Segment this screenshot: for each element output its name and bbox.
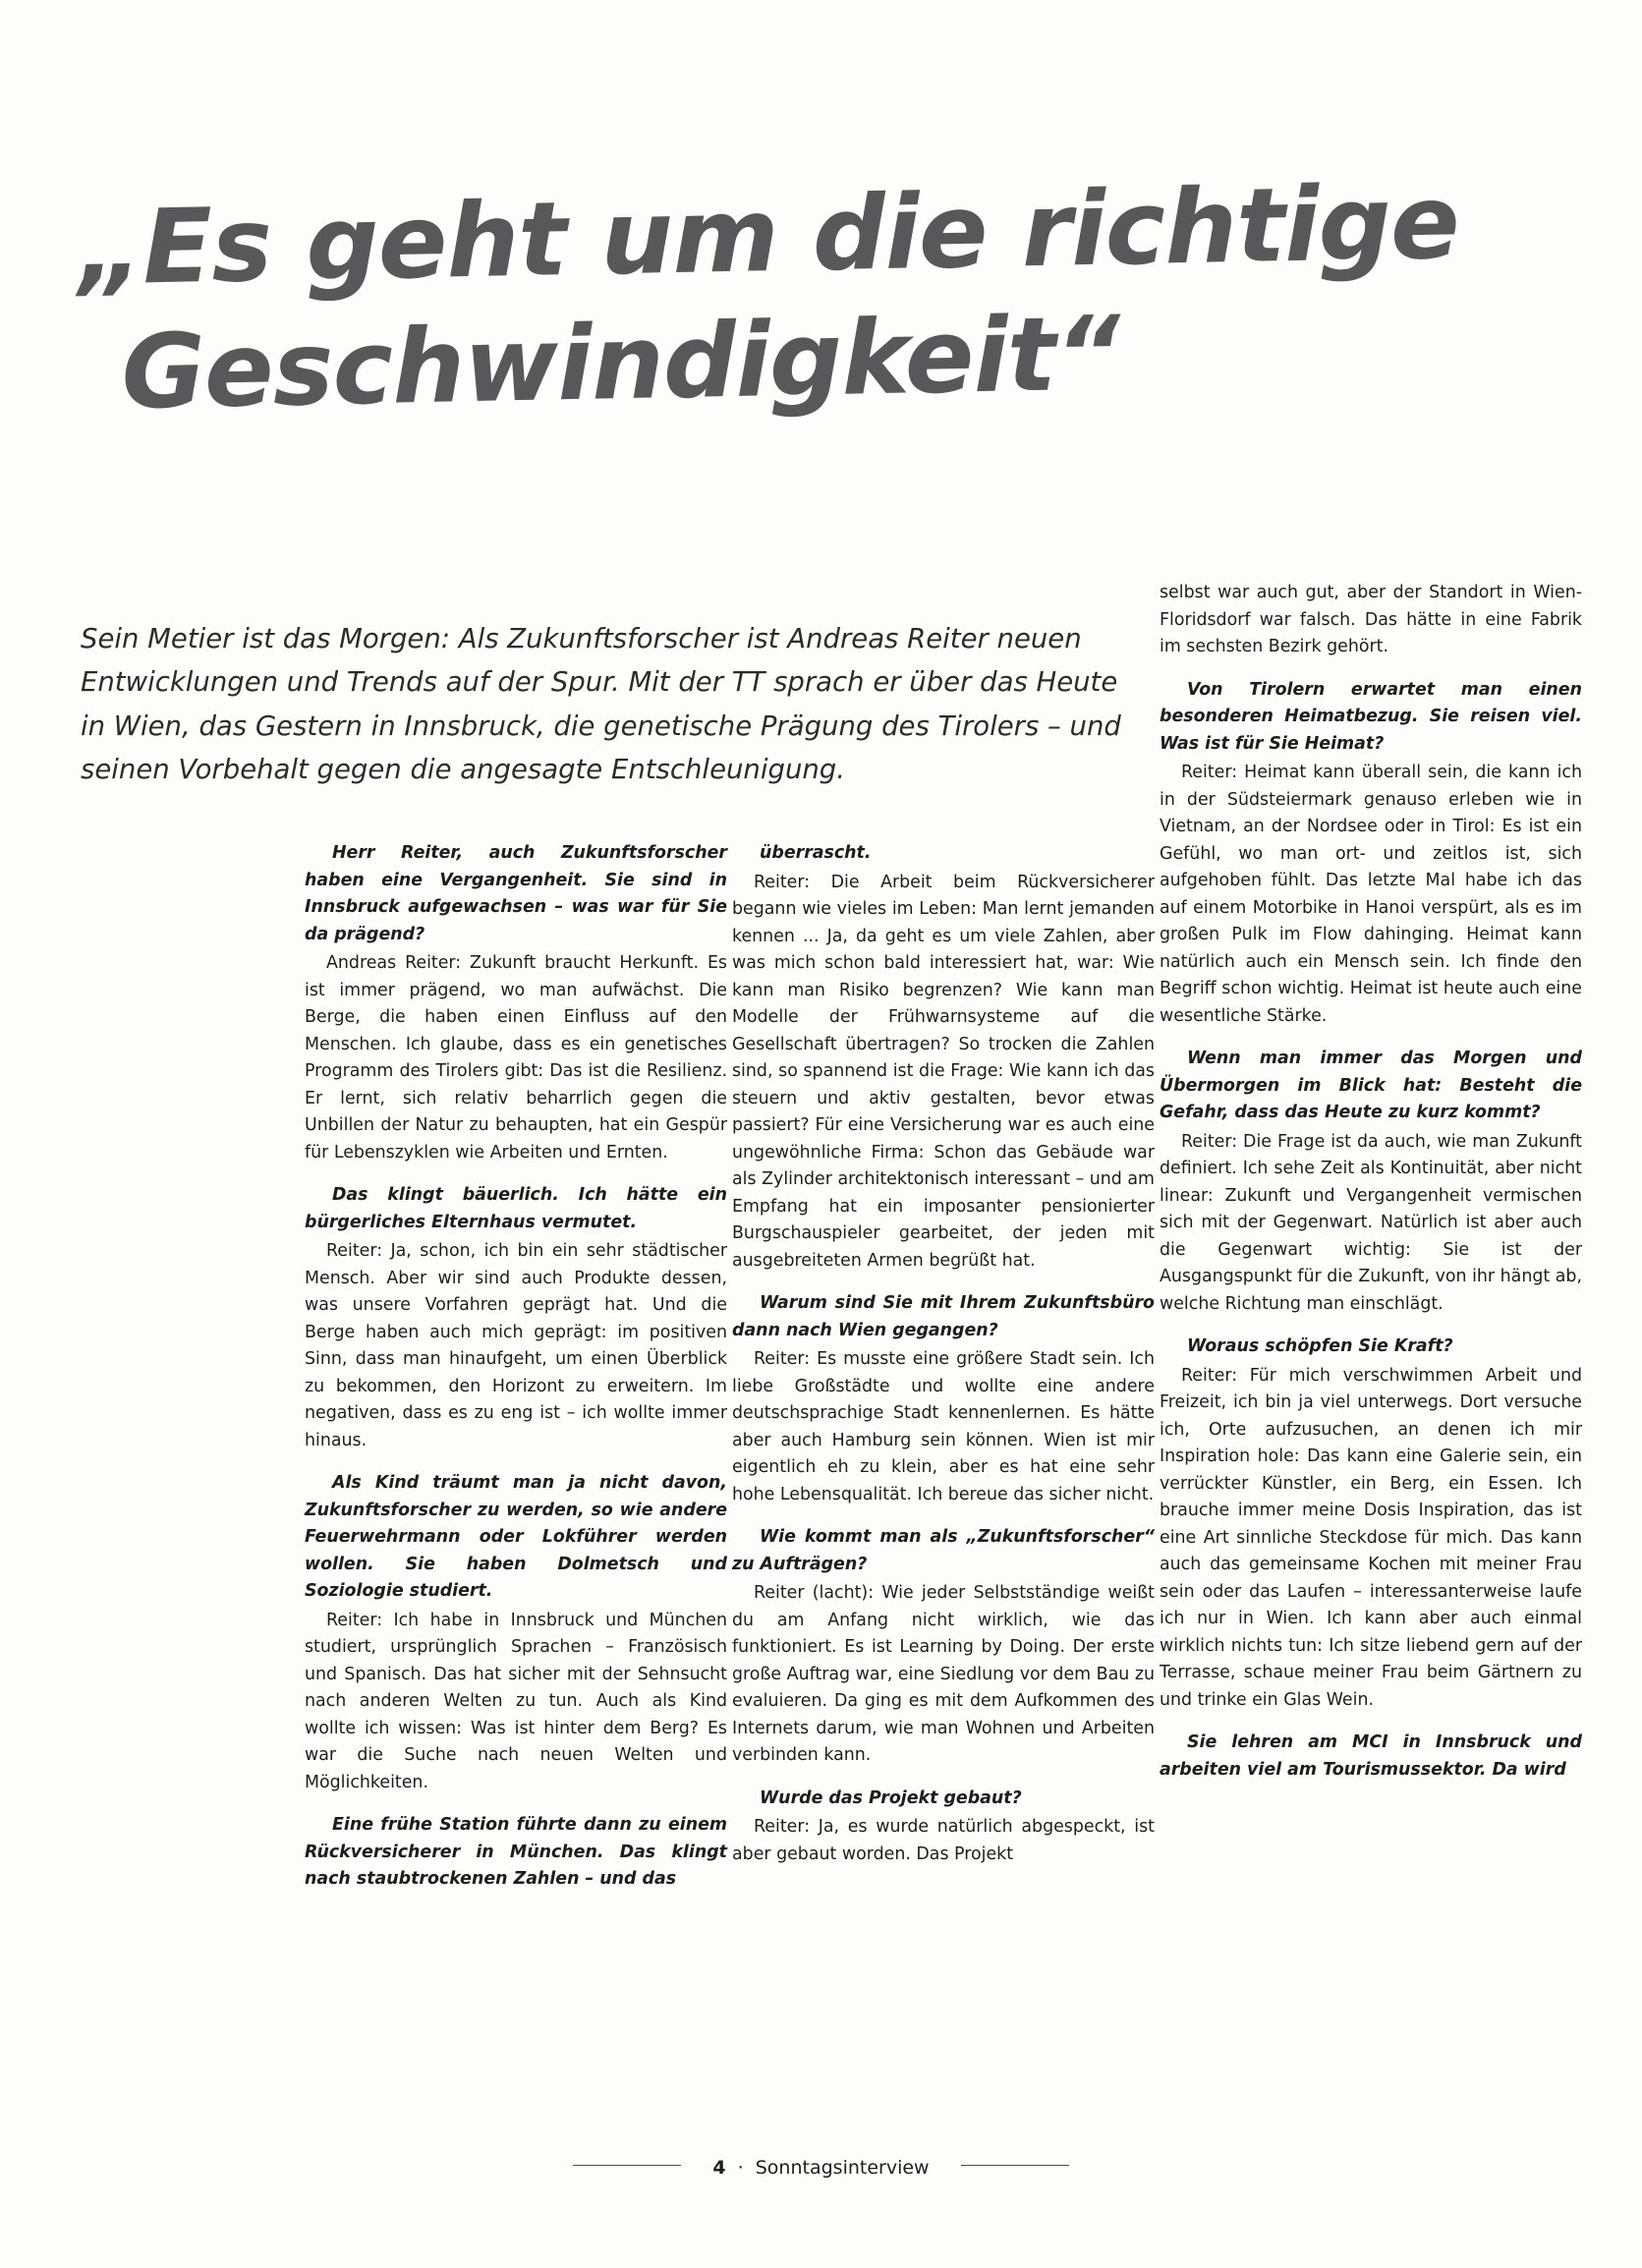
lead-paragraph: Sein Metier ist das Morgen: Als Zukunftsforscher ist Andreas Reiter neuen Entwicklungen und Trends auf der Spur. Mit der TT sprach er über das Heute in Wien, das Gestern in Innsbruck, die genetische Prägung des Tirolers – und seinen Vorbehalt gegen die angesagte Entschleunigung. — [81, 622, 1121, 786]
page-headline — [59, 157, 1597, 436]
interview-answer: Reiter: Die Arbeit beim Rückversicherer begann wie vieles im Leben: Man lernt jemanden kennen ... Ja, da geht es um viele Zahlen, aber was mich schon bald interessiert hat, war: Wie kann man Risiko begrenzen? Wie kann man Modelle der Frühwarnsysteme auf die Gesellschaft übertragen? So trocken die Zahlen sind, so spannend ist die Frage: Wie kann ich das steuern und aktiv gestalten, bevor etwas passiert? Für eine Versicherung war es auch eine ungewöhnliche Firma: Schon das Gebäude war als Zylinder architektonisch interessant – und am Empfang hat ein imposanter pensionierter Burgschauspieler gearbeitet, der jeden mit ausgebreiteten Armen begrüßt hat. — [732, 872, 1155, 1271]
interview-answer: Reiter: Es musste eine größere Stadt sein. Ich liebe Großstädte und wollte eine andere deutschsprachige Stadt kennenlernen. Es hätte aber auch Hamburg sein können. Wien ist mir eigentlich eh zu klein, aber es hat eine sehr hohe Lebensqualität. Ich bereue das sicher nicht. — [732, 1349, 1155, 1504]
article-column-1 — [305, 840, 727, 1896]
interview-question: überrascht. — [760, 843, 872, 863]
footer-page-number: 4 — [712, 2157, 726, 2179]
interview-question: Als Kind träumt man ja nicht davon, Zukunftsforscher zu werden, so wie andere Feuerwehrmann oder Lokführer werden wollen. Sie haben Dolmetsch und Soziologie studiert. — [305, 1473, 727, 1601]
headline-line-2: Geschwindigkeit“ — [120, 292, 1121, 432]
interview-answer: Reiter: Die Frage ist da auch, wie man Zukunft definiert. Ich sehe Zeit als Kontinuität, aber nicht linear: Zukunft und Vergangenheit vermischen sich mit der Gegenwart. Natürlich ist aber auch die Gegenwart wichtig: Sie ist der Ausgangspunkt für die Zukunft, von ihr hängt ab, welche Richtung man einschlägt. — [1160, 1131, 1582, 1314]
interview-question: Herr Reiter, auch Zukunftsforscher haben eine Vergangenheit. Sie sind in Innsbruck aufgewachsen – was war für Sie da prägend? — [305, 843, 727, 944]
interview-answer: Reiter: Ich habe in Innsbruck und München studiert, ursprünglich Sprachen – Französisch und Spanisch. Das hat sicher mit der Sehnsucht nach anderen Welten zu tun. Auch als Kind wollte ich wissen: Was ist hinter dem Berg? Es war die Suche nach neuen Welten und Möglichkeiten. — [305, 1610, 727, 1792]
footer-rule-left — [573, 2165, 681, 2166]
interview-question: Sie lehren am MCI in Innsbruck und arbeiten viel am Tourismussektor. Da wird — [1160, 1732, 1582, 1780]
interview-question: Wurde das Projekt gebaut? — [760, 1787, 1022, 1808]
footer-separator: · — [737, 2157, 744, 2179]
interview-answer: selbst war auch gut, aber der Standort in Wien-Floridsdorf war falsch. Das hätte in eine Fabrik im sechsten Bezirk gehört. — [1160, 583, 1582, 656]
interview-answer: Andreas Reiter: Zukunft braucht Herkunft. Es ist immer prägend, wo man aufwächst. Die Berge, die haben einen Einfluss auf den Menschen. Ich glaube, dass es ein genetisches Programm des Tirolers gibt: Das ist die Resilienz. Er lernt, sich relativ beharrlich gegen die Unbillen der Natur zu behaupten, hat ein Gespür für Lebenszyklen wie Arbeiten und Ernten. — [305, 953, 727, 1162]
interview-answer: Reiter: Für mich verschwimmen Arbeit und Freizeit, ich bin ja viel unterwegs. Dort versuche ich, Orte aufzusuchen, an denen ich mir Inspiration hole: Das kann eine Galerie sein, ein verrückter Künstler, ein Berg, ein Essen. Ich brauche immer meine Dosis Inspiration, das ist eine Art sinnliche Steckdose für mich. Das kann auch das gemeinsame Kochen mit meiner Frau sein oder das Laufen – interessanterweise laufe ich nur in Wien. Ich kann aber auch einmal wirklich nichts tun: Ich sitze liebend gern auf der Terrasse, schaue meiner Frau beim Gärtnern zu und trinke ein Glas Wein. — [1160, 1365, 1582, 1710]
interview-question: Wie kommt man als „Zukunftsforscher“ zu Aufträgen? — [732, 1527, 1155, 1574]
footer-rule-right — [961, 2165, 1069, 2166]
interview-question: Wenn man immer das Morgen und Übermorgen im Blick hat: Besteht die Gefahr, dass das Heute zu kurz kommt? — [1160, 1049, 1582, 1122]
interview-question: Das klingt bäuerlich. Ich hätte ein bürgerliches Elternhaus vermutet. — [305, 1185, 727, 1232]
interview-answer: Reiter: Ja, schon, ich bin ein sehr städtischer Mensch. Aber wir sind auch Produkte dessen, was unsere Vorfahren geprägt hat. Und die Berge haben auch mich geprägt: im positiven Sinn, dass man hinaufgeht, um einen Überblick zu bekommen, den Horizont zu erweitern. Im negativen, dass es zu eng ist – ich wollte immer hinaus. — [305, 1241, 727, 1450]
page-footer — [0, 2157, 1642, 2179]
interview-question: Warum sind Sie mit Ihrem Zukunftsbüro dann nach Wien gegangen? — [732, 1293, 1155, 1340]
interview-question: Woraus schöpfen Sie Kraft? — [1187, 1336, 1453, 1356]
headline-line-1: „Es geht um die richtige — [77, 161, 1460, 309]
interview-question: Von Tirolern erwartet man einen besonderen Heimatbezug. Sie reisen viel. Was ist für Sie Heimat? — [1160, 679, 1582, 754]
interview-question: Eine frühe Station führte dann zu einem Rückversicherer in München. Das klingt nach staubtrockenen Zahlen – und das — [305, 1815, 727, 1889]
interview-answer: Reiter: Ja, es wurde natürlich abgespeckt, ist aber gebaut worden. Das Projekt — [732, 1817, 1155, 1864]
interview-answer: Reiter: Heimat kann überall sein, die kann ich in der Südsteiermark genauso erleben wie in Vietnam, an der Nordsee oder in Tirol: Es ist ein Gefühl, wo man ort- und zeitlos ist, sich aufgehoben fühlt. Das letzte Mal habe ich das auf einem Motorbike in Hanoi verspürt, als es im großen Pulk im Flow dahinging. Heimat kann natürlich auch ein Mensch sein. Ich finde den Begriff schon wichtig. Heimat ist heute auch eine wesentliche Stärke. — [1160, 763, 1582, 1026]
footer-section-label: Sonntagsinterview — [755, 2157, 930, 2179]
article-column-3 — [1160, 580, 1582, 1786]
interview-answer: Reiter (lacht): Wie jeder Selbstständige weißt du am Anfang nicht wirklich, wie das funktioniert. Es ist Learning by Doing. Der erste große Auftrag war, eine Siedlung vor dem Bau zu evaluieren. Da ging es mit dem Aufkommen des Internets darum, wie man Wohnen und Arbeiten verbinden kann. — [732, 1583, 1155, 1765]
article-column-2 — [732, 840, 1155, 1873]
